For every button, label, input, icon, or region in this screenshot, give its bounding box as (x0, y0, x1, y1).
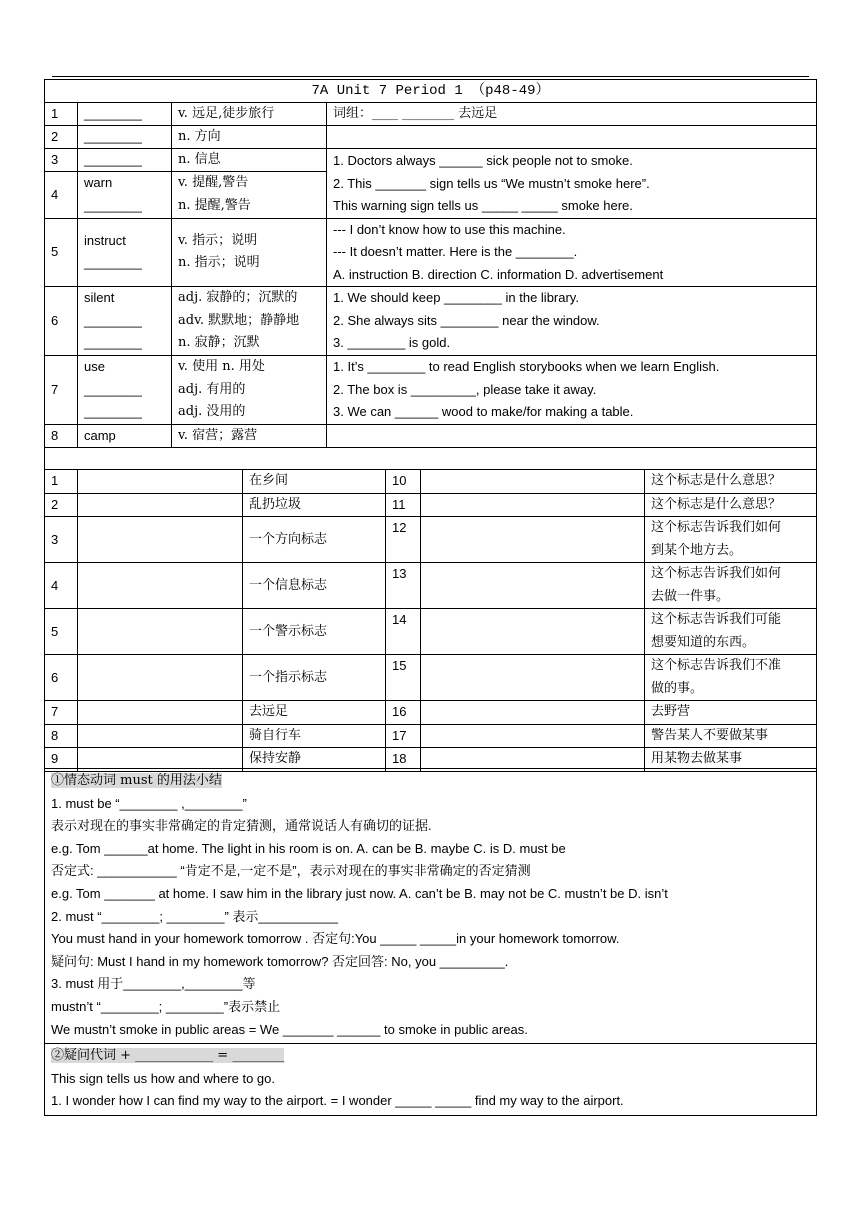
row-number: 1 (45, 103, 78, 126)
notes-empty (327, 126, 817, 149)
phrase-number: 16 (386, 701, 421, 725)
grammar-line: 1. must be “________ ,________” (51, 795, 247, 811)
phrase-chinese (645, 724, 817, 748)
vocab-row (45, 149, 817, 172)
phrase-chinese-line: 这个标志告诉我们不准 (651, 658, 782, 673)
answer-blank (78, 493, 243, 517)
grammar-line: 否定式: ___________ “肯定不是,一定不是”，表示对现在的事实非常确定的否定猜测 (51, 863, 531, 879)
grammar-line: 疑问句: Must I hand in my homework tomorrow? 否定回答: No, you _________. (51, 953, 509, 969)
meaning: v. 远足,徒步旅行 (172, 103, 327, 126)
exercise-line: 2. This _______ sign tells us “We mustn’t smoke here”. (333, 175, 650, 191)
spacer-row (45, 448, 817, 470)
phrase-chinese-line: 这个标志告诉我们如何 (651, 520, 782, 535)
answer-blank (421, 470, 645, 494)
answer-blank (78, 701, 243, 725)
grammar-cell-1 (45, 769, 817, 1044)
grammar-line: 2. must “________; ________” 表示___________ (51, 908, 338, 924)
word-blank: ________ (78, 103, 172, 126)
grammar-line: This sign tells us how and where to go. (51, 1070, 276, 1086)
grammar-heading-text: ①情态动词 must 的用法小结 (51, 773, 222, 788)
exercise-line: 2. The box is _________, please take it away. (333, 381, 597, 397)
grammar-line: e.g. Tom ______at home. The light in his room is on. A. can be B. maybe C. is D. must be (51, 840, 566, 856)
phrase-chinese: 一个警示标志 (243, 609, 386, 655)
notes-exercise (327, 356, 817, 425)
phrase-chinese: 在乡间 (243, 470, 386, 494)
notes-empty (327, 425, 817, 448)
meaning-cell (172, 218, 327, 287)
vocab-row (45, 103, 817, 126)
phrase-chinese (645, 563, 817, 609)
grammar-line: e.g. Tom _______ at home. I saw him in the library just now. A. can’t be B. may not be C. mustn’t be D. isn’t (51, 885, 668, 901)
grammar-lines-2 (51, 1068, 810, 1113)
word-blank: ________ (78, 149, 172, 172)
phrase-row (45, 609, 817, 655)
phrase-chinese (645, 493, 817, 517)
meaning: n. 寂静；沉默 (178, 335, 260, 351)
grammar-section-1 (45, 769, 817, 1044)
answer-blank (78, 609, 243, 655)
phrase-number: 13 (386, 563, 421, 609)
phrase-number: 12 (386, 517, 421, 563)
notes-exercise (327, 287, 817, 356)
vocab-row (45, 218, 817, 287)
word-blank: ________ (84, 381, 142, 397)
meaning: n. 方向 (172, 126, 327, 149)
meaning: n. 信息 (172, 149, 327, 172)
vocab-row (45, 356, 817, 425)
phrase-number: 3 (45, 517, 78, 563)
phrase-chinese-line: 想要知道的东西。 (651, 634, 756, 650)
meaning-cell (172, 356, 327, 425)
meaning-cell (172, 172, 327, 218)
grammar-cell-2 (45, 1044, 817, 1116)
word-blank: ________ (84, 312, 142, 328)
answer-blank (421, 609, 645, 655)
word-blank: ________ (84, 255, 142, 271)
word-cell (78, 172, 172, 218)
row-number: 2 (45, 126, 78, 149)
word-blank: ________ (84, 197, 142, 213)
phrase-chinese-line: 警告某人不要做某事 (651, 727, 769, 743)
word-cell (78, 287, 172, 356)
word: warn (84, 175, 113, 191)
meaning: v. 使用 n. 用处 (178, 359, 265, 375)
phrase-chinese-line: 这个标志告诉我们可能 (651, 612, 782, 627)
meaning: n. 指示；说明 (178, 255, 260, 271)
row-number: 5 (45, 218, 78, 287)
phrase-row (45, 701, 817, 725)
word: use (84, 359, 105, 375)
phrase-chinese: 一个信息标志 (243, 563, 386, 609)
phrase-number: 8 (45, 724, 78, 748)
exercise-line: 3. ________ is gold. (333, 335, 451, 351)
phrase-number: 15 (386, 655, 421, 701)
exercise-line: --- I don’t know how to use this machine. (333, 221, 566, 237)
phrase-chinese (645, 655, 817, 701)
answer-blank (78, 563, 243, 609)
notes-phrase: 词组：____ ________ 去远足 (327, 103, 817, 126)
answer-blank (78, 724, 243, 748)
exercise-line: 1. We should keep ________ in the library. (333, 290, 579, 306)
meaning: n. 提醒,警告 (178, 197, 251, 213)
phrase-number: 18 (386, 748, 421, 772)
exercise-line: 2. She always sits ________ near the window. (333, 312, 600, 328)
row-number: 7 (45, 356, 78, 425)
answer-blank (78, 470, 243, 494)
vocab-row (45, 126, 817, 149)
phrase-number: 6 (45, 655, 78, 701)
phrase-row (45, 724, 817, 748)
phrase-row (45, 470, 817, 494)
phrase-chinese (645, 701, 817, 725)
meaning: adj. 有用的 (178, 381, 246, 397)
phrase-number: 9 (45, 748, 78, 772)
phrase-chinese: 保持安静 (243, 748, 386, 772)
phrase-row (45, 517, 817, 563)
answer-blank (421, 517, 645, 563)
phrase-row (45, 655, 817, 701)
word: silent (84, 290, 115, 306)
phrase-chinese: 乱扔垃圾 (243, 493, 386, 517)
answer-blank (78, 517, 243, 563)
grammar-line: mustn’t “________; ________”表示禁止 (51, 998, 281, 1014)
word-cell (78, 356, 172, 425)
phrase-row (45, 493, 817, 517)
grammar-line: 表示对现在的事实非常确定的肯定猜测，通常说话人有确切的证据. (51, 818, 432, 834)
grammar-heading-text: ②疑问代词 + ____________ = ________ (51, 1048, 285, 1064)
word: camp (78, 425, 172, 448)
phrase-chinese-line: 这个标志是什么意思？ (651, 473, 782, 488)
phrase-chinese: 一个方向标志 (243, 517, 386, 563)
phrase-number: 7 (45, 701, 78, 725)
grammar-line: You must hand in your homework tomorrow . 否定句:You _____ _____in your homework tomorrow. (51, 931, 620, 947)
exercise-line: 1. Doctors always ______ sick people not to smoke. (333, 153, 633, 168)
phrase-chinese-line: 做的事。 (651, 680, 704, 696)
word: instruct (84, 232, 126, 248)
answer-blank (78, 655, 243, 701)
grammar-heading-1 (51, 770, 810, 793)
grammar-line: We mustn’t smoke in public areas = We _______ ______ to smoke in public areas. (51, 1021, 528, 1037)
phrase-number: 1 (45, 470, 78, 494)
row-number: 3 (45, 149, 78, 172)
row-number: 8 (45, 425, 78, 448)
meaning: adj. 没用的 (178, 404, 246, 420)
phrase-number: 17 (386, 724, 421, 748)
phrase-chinese-line: 用某物去做某事 (651, 751, 743, 766)
row-number: 4 (45, 172, 78, 218)
phrase-chinese: 一个指示标志 (243, 655, 386, 701)
phrase-number: 4 (45, 563, 78, 609)
title-row (45, 80, 817, 103)
header-rule (52, 76, 809, 77)
grammar-line: 1. I wonder how I can find my way to the airport. = I wonder _____ _____ find my way to the airport. (51, 1093, 624, 1109)
phrase-number: 5 (45, 609, 78, 655)
meaning-cell (172, 287, 327, 356)
notes-exercise (327, 218, 817, 287)
grammar-heading-2 (51, 1045, 810, 1068)
exercise-line: 1. It’s ________ to read English storybooks when we learn English. (333, 359, 720, 375)
phrase-chinese (645, 609, 817, 655)
phrase-table (44, 469, 817, 772)
exercise-line: --- It doesn’t matter. Here is the ________. (333, 244, 578, 259)
meaning: adj. 寂静的；沉默的 (178, 290, 298, 306)
answer-blank (421, 701, 645, 725)
answer-blank (421, 563, 645, 609)
phrase-chinese: 骑自行车 (243, 724, 386, 748)
vocab-table (44, 79, 817, 470)
phrase-number: 10 (386, 470, 421, 494)
vocab-row (45, 425, 817, 448)
notes-exercise (327, 149, 817, 219)
phrase-number: 2 (45, 493, 78, 517)
word-blank: ________ (84, 404, 142, 420)
phrase-chinese: 去远足 (243, 701, 386, 725)
phrase-chinese (645, 470, 817, 494)
phrase-row (45, 563, 817, 609)
spacer-cell (45, 448, 817, 470)
phrase-number: 11 (386, 493, 421, 517)
word-blank: ________ (84, 335, 142, 351)
grammar-table (44, 768, 817, 1116)
grammar-section-2 (45, 1044, 817, 1116)
phrase-chinese (645, 517, 817, 563)
phrase-chinese-line: 到某个地方去。 (651, 542, 743, 558)
row-number: 6 (45, 287, 78, 356)
vocab-row (45, 287, 817, 356)
phrase-chinese-line: 这个标志是什么意思？ (651, 496, 782, 512)
answer-blank (421, 493, 645, 517)
phrase-chinese-line: 这个标志告诉我们如何 (651, 566, 782, 581)
answer-blank (421, 724, 645, 748)
word-blank: ________ (78, 126, 172, 149)
exercise-options: A. instruction B. direction C. information D. advertisement (333, 266, 664, 282)
grammar-lines-1 (51, 793, 810, 1042)
answer-blank (421, 655, 645, 701)
page-title: 7A Unit 7 Period 1 （p48-49） (45, 80, 817, 103)
grammar-line: 3. must 用于________,________等 (51, 976, 256, 992)
meaning: adv. 默默地；静静地 (178, 312, 300, 328)
exercise-line: 3. We can ______ wood to make/for making a table. (333, 404, 634, 420)
phrase-number: 14 (386, 609, 421, 655)
exercise-line: This warning sign tells us _____ _____ smoke here. (333, 198, 633, 213)
meaning: v. 宿营；露营 (172, 425, 327, 448)
meaning: v. 指示；说明 (178, 232, 258, 248)
word-cell (78, 218, 172, 287)
phrase-chinese-line: 去做一件事。 (651, 588, 730, 604)
meaning: v. 提醒,警告 (178, 175, 249, 191)
phrase-chinese-line: 去野营 (651, 704, 691, 719)
